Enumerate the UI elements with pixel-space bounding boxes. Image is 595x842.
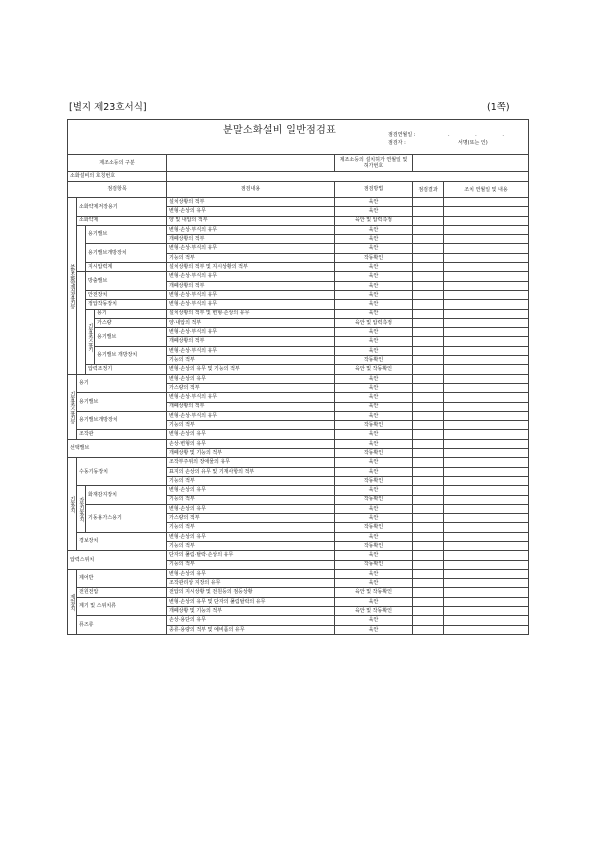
method-cell: 육안 xyxy=(335,309,413,318)
action-cell[interactable] xyxy=(444,411,529,420)
method-cell: 육안 xyxy=(335,207,413,216)
table-row xyxy=(68,411,529,420)
method-cell: 육안 xyxy=(335,235,413,244)
item-cell: 선택밸브 xyxy=(68,439,167,458)
table-row xyxy=(68,532,529,541)
result-cell[interactable] xyxy=(413,393,444,402)
table-row xyxy=(68,300,529,309)
method-cell: 육안 및 압력측정 xyxy=(335,216,413,225)
method-cell: 육안 xyxy=(335,290,413,299)
content-cell: 변형·손상·부식의 유무 xyxy=(167,411,335,420)
page-number: (1쪽) xyxy=(487,102,510,113)
method-cell: 육안 xyxy=(335,616,413,625)
action-cell[interactable] xyxy=(444,551,529,560)
content-cell: 변형·손상의 유무 및 기능의 적부 xyxy=(167,365,335,374)
result-cell[interactable] xyxy=(413,272,444,281)
content-cell: 조작부주위의 장애물의 유무 xyxy=(167,458,335,467)
content-cell: 기능의 적부 xyxy=(167,356,335,365)
item-cell: 가스량 xyxy=(95,318,167,327)
result-cell[interactable] xyxy=(413,253,444,262)
group-label: 기동장치 xyxy=(68,458,77,551)
result-cell[interactable] xyxy=(413,374,444,383)
group-label: 기동용가스용기 xyxy=(86,309,95,365)
method-cell: 작동확인 xyxy=(335,421,413,430)
action-cell[interactable] xyxy=(444,244,529,253)
item-cell: 용기 xyxy=(77,374,167,393)
permit-value[interactable] xyxy=(413,155,529,172)
table-row xyxy=(68,597,529,606)
action-cell[interactable] xyxy=(444,495,529,504)
result-cell[interactable] xyxy=(413,523,444,532)
table-row xyxy=(68,309,529,318)
method-cell: 육안 xyxy=(335,430,413,439)
result-cell[interactable] xyxy=(413,532,444,541)
table-row xyxy=(68,244,529,253)
col-content: 점검내용 xyxy=(167,182,335,198)
result-cell[interactable] xyxy=(413,569,444,578)
content-cell: 종류·용량의 적부 및 예비품의 유무 xyxy=(167,625,335,634)
action-cell[interactable] xyxy=(444,616,529,625)
table-row xyxy=(68,216,529,225)
group-label: 분말소화약제저장용기등 xyxy=(68,198,77,375)
method-cell: 육안 및 작동확인 xyxy=(335,588,413,597)
col-item: 점검항목 xyxy=(68,182,167,198)
result-cell[interactable] xyxy=(413,449,444,458)
action-cell[interactable] xyxy=(444,486,529,495)
content-cell: 변형·손상·부식의 유무 xyxy=(167,393,335,402)
item-cell: 용기밸브개방장치 xyxy=(86,244,167,263)
action-cell[interactable] xyxy=(444,281,529,290)
result-cell[interactable] xyxy=(413,309,444,318)
action-cell[interactable] xyxy=(444,216,529,225)
content-cell: 개폐상황 및 기능의 적부 xyxy=(167,607,335,616)
item-cell: 전원전압 xyxy=(77,588,167,597)
col-action: 조치 연월일 및 내용 xyxy=(444,182,529,198)
content-cell: 변형·손상의 유무 xyxy=(167,374,335,383)
item-cell: 조작관 xyxy=(77,430,167,439)
table-row xyxy=(68,430,529,439)
action-cell[interactable] xyxy=(444,290,529,299)
action-cell[interactable] xyxy=(444,356,529,365)
action-cell[interactable] xyxy=(444,393,529,402)
group-label: 자동기동장치 xyxy=(77,486,86,532)
result-cell[interactable] xyxy=(413,300,444,309)
method-cell: 작동확인 xyxy=(335,253,413,262)
result-cell[interactable] xyxy=(413,504,444,513)
content-cell: 가스량의 적부 xyxy=(167,383,335,392)
result-cell[interactable] xyxy=(413,551,444,560)
action-cell[interactable] xyxy=(444,337,529,346)
method-cell: 육안 xyxy=(335,532,413,541)
content-cell: 변형·손상·부식의 유무 xyxy=(167,272,335,281)
result-cell[interactable] xyxy=(413,541,444,550)
title-cell xyxy=(68,120,529,155)
content-cell: 개폐상황 및 기능의 적부 xyxy=(167,449,335,458)
facility-value[interactable] xyxy=(167,155,335,172)
action-cell[interactable] xyxy=(444,476,529,485)
result-cell[interactable] xyxy=(413,337,444,346)
table-row xyxy=(68,328,529,337)
result-cell[interactable] xyxy=(413,486,444,495)
content-cell: 설치상황의 적부 및 변형·손상의 유무 xyxy=(167,309,335,318)
inspector-label: 점검자 : xyxy=(388,140,406,146)
content-cell: 변형·손상의 유무 xyxy=(167,207,335,216)
result-cell[interactable] xyxy=(413,365,444,374)
content-cell: 조작관리상 지장의 유무 xyxy=(167,579,335,588)
method-cell: 작동확인 xyxy=(335,523,413,532)
content-cell: 손상·변형의 유무 xyxy=(167,439,335,448)
col-result: 점검결과 xyxy=(413,182,444,198)
content-cell: 변형·손상의 유무 xyxy=(167,569,335,578)
action-cell[interactable] xyxy=(444,607,529,616)
action-cell[interactable] xyxy=(444,439,529,448)
method-cell: 육안 xyxy=(335,625,413,634)
method-cell: 육안 xyxy=(335,374,413,383)
content-cell: 기능의 적부 xyxy=(167,560,335,569)
result-cell[interactable] xyxy=(413,514,444,523)
method-cell: 육안 xyxy=(335,346,413,355)
action-cell[interactable] xyxy=(444,272,529,281)
action-cell[interactable] xyxy=(444,467,529,476)
method-cell: 육안 xyxy=(335,458,413,467)
action-cell[interactable] xyxy=(444,579,529,588)
permit-label: 제조소등의 설치허가 연월일 및 허가번호 xyxy=(335,155,413,172)
result-cell[interactable] xyxy=(413,597,444,606)
content-cell: 변형·손상·부식의 유무 xyxy=(167,225,335,234)
action-cell[interactable] xyxy=(444,449,529,458)
result-cell[interactable] xyxy=(413,402,444,411)
item-cell: 용기밸브 xyxy=(95,328,167,347)
method-cell: 작동확인 xyxy=(335,476,413,485)
table-row xyxy=(68,318,529,327)
item-cell: 안전장치 xyxy=(86,290,167,299)
table-row xyxy=(68,198,529,207)
table-row xyxy=(68,374,529,383)
table-row xyxy=(68,225,529,234)
result-cell[interactable] xyxy=(413,318,444,327)
table-row xyxy=(68,365,529,374)
content-cell: 변형·손상의 유무 xyxy=(167,504,335,513)
date-value: . . . xyxy=(448,132,516,138)
content-cell: 변형·손상의 유무 xyxy=(167,532,335,541)
method-cell: 육안 및 작동확인 xyxy=(335,365,413,374)
item-cell: 소화약제저장용기 xyxy=(77,198,167,217)
method-cell: 육안 xyxy=(335,467,413,476)
item-cell: 수동기동장치 xyxy=(77,458,167,486)
content-cell: 개폐상황의 적부 xyxy=(167,281,335,290)
content-cell: 변형·손상·부식의 유무 xyxy=(167,300,335,309)
group-label xyxy=(77,225,86,271)
action-cell[interactable] xyxy=(444,383,529,392)
result-cell[interactable] xyxy=(413,421,444,430)
content-cell: 기능의 적부 xyxy=(167,476,335,485)
agent-value[interactable] xyxy=(167,172,529,182)
table-row xyxy=(68,616,529,625)
content-cell: 단자의 풀림·탈락·손상의 유무 xyxy=(167,551,335,560)
table-row xyxy=(68,569,529,578)
action-cell[interactable] xyxy=(444,365,529,374)
col-method: 점검방법 xyxy=(335,182,413,198)
content-cell: 기능의 적부 xyxy=(167,421,335,430)
method-cell: 육안 xyxy=(335,272,413,281)
content-cell: 기능의 적부 xyxy=(167,253,335,262)
item-cell: 용기밸브 xyxy=(86,225,167,244)
inspector xyxy=(388,140,488,147)
content-cell: 변형·손상·부식의 유무 xyxy=(167,290,335,299)
result-cell[interactable] xyxy=(413,225,444,234)
action-cell[interactable] xyxy=(444,346,529,355)
action-cell[interactable] xyxy=(444,309,529,318)
facility-label: 제조소등의 구분 xyxy=(68,155,167,172)
inspection-date xyxy=(388,132,516,139)
content-cell: 변형·손상·부식의 유무 xyxy=(167,328,335,337)
method-cell: 작동확인 xyxy=(335,356,413,365)
method-cell: 육안 xyxy=(335,263,413,272)
method-cell: 육안 xyxy=(335,402,413,411)
result-cell[interactable] xyxy=(413,356,444,365)
item-cell: 지시압력계 xyxy=(86,263,167,272)
method-cell: 육안 xyxy=(335,244,413,253)
action-cell[interactable] xyxy=(444,430,529,439)
action-cell[interactable] xyxy=(444,569,529,578)
method-cell: 육안 xyxy=(335,411,413,420)
item-cell: 경보장치 xyxy=(77,532,167,551)
document-title: 분말소화설비 일반점검표 xyxy=(223,125,337,136)
action-cell[interactable] xyxy=(444,421,529,430)
table-row xyxy=(68,290,529,299)
action-cell[interactable] xyxy=(444,198,529,207)
table-row xyxy=(68,551,529,560)
table-row xyxy=(68,504,529,513)
item-cell: 화재감지장치 xyxy=(86,486,167,505)
result-cell[interactable] xyxy=(413,281,444,290)
action-cell[interactable] xyxy=(444,504,529,513)
method-cell: 육안 xyxy=(335,393,413,402)
content-cell: 변형·손상의 유무 xyxy=(167,486,335,495)
result-cell[interactable] xyxy=(413,579,444,588)
table-row xyxy=(68,588,529,597)
action-cell[interactable] xyxy=(444,458,529,467)
content-cell: 가스량의 적부 xyxy=(167,514,335,523)
action-cell[interactable] xyxy=(444,225,529,234)
action-cell[interactable] xyxy=(444,523,529,532)
result-cell[interactable] xyxy=(413,430,444,439)
action-cell[interactable] xyxy=(444,263,529,272)
table-row xyxy=(68,439,529,448)
date-label: 점검연월일 : xyxy=(388,132,416,138)
action-cell[interactable] xyxy=(444,235,529,244)
method-cell: 육안 xyxy=(335,225,413,234)
content-cell: 손상·용단의 유무 xyxy=(167,616,335,625)
result-cell[interactable] xyxy=(413,467,444,476)
action-cell[interactable] xyxy=(444,328,529,337)
content-cell: 기능의 적부 xyxy=(167,541,335,550)
content-cell: 개폐상황의 적부 xyxy=(167,337,335,346)
table-row xyxy=(68,393,529,402)
result-cell[interactable] xyxy=(413,588,444,597)
item-cell: 압력조정기 xyxy=(86,365,167,374)
result-cell[interactable] xyxy=(413,216,444,225)
action-cell[interactable] xyxy=(444,532,529,541)
item-cell: 계기 및 스위치류 xyxy=(77,597,167,616)
action-cell[interactable] xyxy=(444,514,529,523)
method-cell: 작동확인 xyxy=(335,495,413,504)
result-cell[interactable] xyxy=(413,625,444,634)
method-cell: 육안 xyxy=(335,504,413,513)
item-cell: 퓨즈류 xyxy=(77,616,167,635)
method-cell: 작동확인 xyxy=(335,449,413,458)
result-cell[interactable] xyxy=(413,383,444,392)
result-cell[interactable] xyxy=(413,198,444,207)
method-cell: 육안 xyxy=(335,486,413,495)
table-row xyxy=(68,458,529,467)
method-cell: 육안 및 압력측정 xyxy=(335,318,413,327)
content-cell: 기능의 적부 xyxy=(167,523,335,532)
action-cell[interactable] xyxy=(444,625,529,634)
result-cell[interactable] xyxy=(413,616,444,625)
method-cell: 육안 xyxy=(335,328,413,337)
result-cell[interactable] xyxy=(413,495,444,504)
result-cell[interactable] xyxy=(413,328,444,337)
method-cell: 작동확인 xyxy=(335,541,413,550)
content-cell: 설치상황의 적부 xyxy=(167,198,335,207)
item-cell: 방출밸브 xyxy=(86,272,167,291)
item-cell: 용기 xyxy=(95,309,167,318)
table-row xyxy=(68,263,529,272)
action-cell[interactable] xyxy=(444,374,529,383)
result-cell[interactable] xyxy=(413,458,444,467)
method-cell: 육안 xyxy=(335,439,413,448)
result-cell[interactable] xyxy=(413,244,444,253)
content-cell: 기능의 적부 xyxy=(167,495,335,504)
method-cell: 육안 및 작동확인 xyxy=(335,607,413,616)
table-row xyxy=(68,346,529,355)
group-label: 기동용가스용기등 xyxy=(68,374,77,439)
content-cell: 개폐상황의 적부 xyxy=(167,402,335,411)
content-cell: 표지의 손상의 유무 및 기재사항의 적부 xyxy=(167,467,335,476)
content-cell: 변형·손상의 유무 xyxy=(167,430,335,439)
item-cell: 제어반 xyxy=(77,569,167,588)
result-cell[interactable] xyxy=(413,346,444,355)
action-cell[interactable] xyxy=(444,207,529,216)
action-cell[interactable] xyxy=(444,253,529,262)
result-cell[interactable] xyxy=(413,207,444,216)
item-cell: 용기밸브 xyxy=(77,393,167,412)
group-label xyxy=(77,272,86,374)
table-row xyxy=(68,272,529,281)
method-cell: 육안 xyxy=(335,514,413,523)
method-cell: 육안 xyxy=(335,300,413,309)
form-number: [별지 제23호서식] xyxy=(69,102,147,113)
content-cell: 양·내압의 적부 xyxy=(167,318,335,327)
action-cell[interactable] xyxy=(444,560,529,569)
result-cell[interactable] xyxy=(413,411,444,420)
inspection-table xyxy=(67,119,529,635)
content-cell: 변형·손상·부식의 유무 xyxy=(167,346,335,355)
action-cell[interactable] xyxy=(444,300,529,309)
action-cell[interactable] xyxy=(444,402,529,411)
content-cell: 변형·손상의 유무 및 단자의 풀림탈락의 유무 xyxy=(167,597,335,606)
result-cell[interactable] xyxy=(413,235,444,244)
result-cell[interactable] xyxy=(413,263,444,272)
item-cell: 기동용가스용기 xyxy=(86,504,167,532)
item-cell: 압력스위치 xyxy=(68,551,167,570)
item-cell: 소화약제 xyxy=(77,216,167,225)
method-cell: 작동확인 xyxy=(335,560,413,569)
action-cell[interactable] xyxy=(444,597,529,606)
method-cell: 육안 xyxy=(335,551,413,560)
content-cell: 변형·손상·부식의 유무 xyxy=(167,244,335,253)
action-cell[interactable] xyxy=(444,588,529,597)
method-cell: 육안 xyxy=(335,569,413,578)
result-cell[interactable] xyxy=(413,476,444,485)
method-cell: 육안 xyxy=(335,383,413,392)
item-cell: 정압작동장치 xyxy=(86,300,167,309)
item-cell: 용기밸브개방장치 xyxy=(77,411,167,430)
result-cell[interactable] xyxy=(413,439,444,448)
method-cell: 육안 xyxy=(335,281,413,290)
table-row xyxy=(68,486,529,495)
content-cell: 개폐상황의 적부 xyxy=(167,235,335,244)
group-label: 제어장치 xyxy=(68,569,77,634)
agent-label: 소화설비의 호칭번호 xyxy=(68,172,167,182)
action-cell[interactable] xyxy=(444,318,529,327)
content-cell: 전압의 지시상황 및 전원등의 점등상황 xyxy=(167,588,335,597)
content-cell: 양 및 내압의 적부 xyxy=(167,216,335,225)
method-cell: 육안 xyxy=(335,337,413,346)
method-cell: 육안 xyxy=(335,198,413,207)
method-cell: 육안 xyxy=(335,579,413,588)
action-cell[interactable] xyxy=(444,541,529,550)
item-cell: 용기밸브 개방장치 xyxy=(95,346,167,365)
result-cell[interactable] xyxy=(413,290,444,299)
content-cell: 설치상황의 적부 및 지시상황의 적부 xyxy=(167,263,335,272)
method-cell: 육안 xyxy=(335,597,413,606)
result-cell[interactable] xyxy=(413,607,444,616)
signature-label: 서명(또는 인) xyxy=(458,140,488,146)
result-cell[interactable] xyxy=(413,560,444,569)
